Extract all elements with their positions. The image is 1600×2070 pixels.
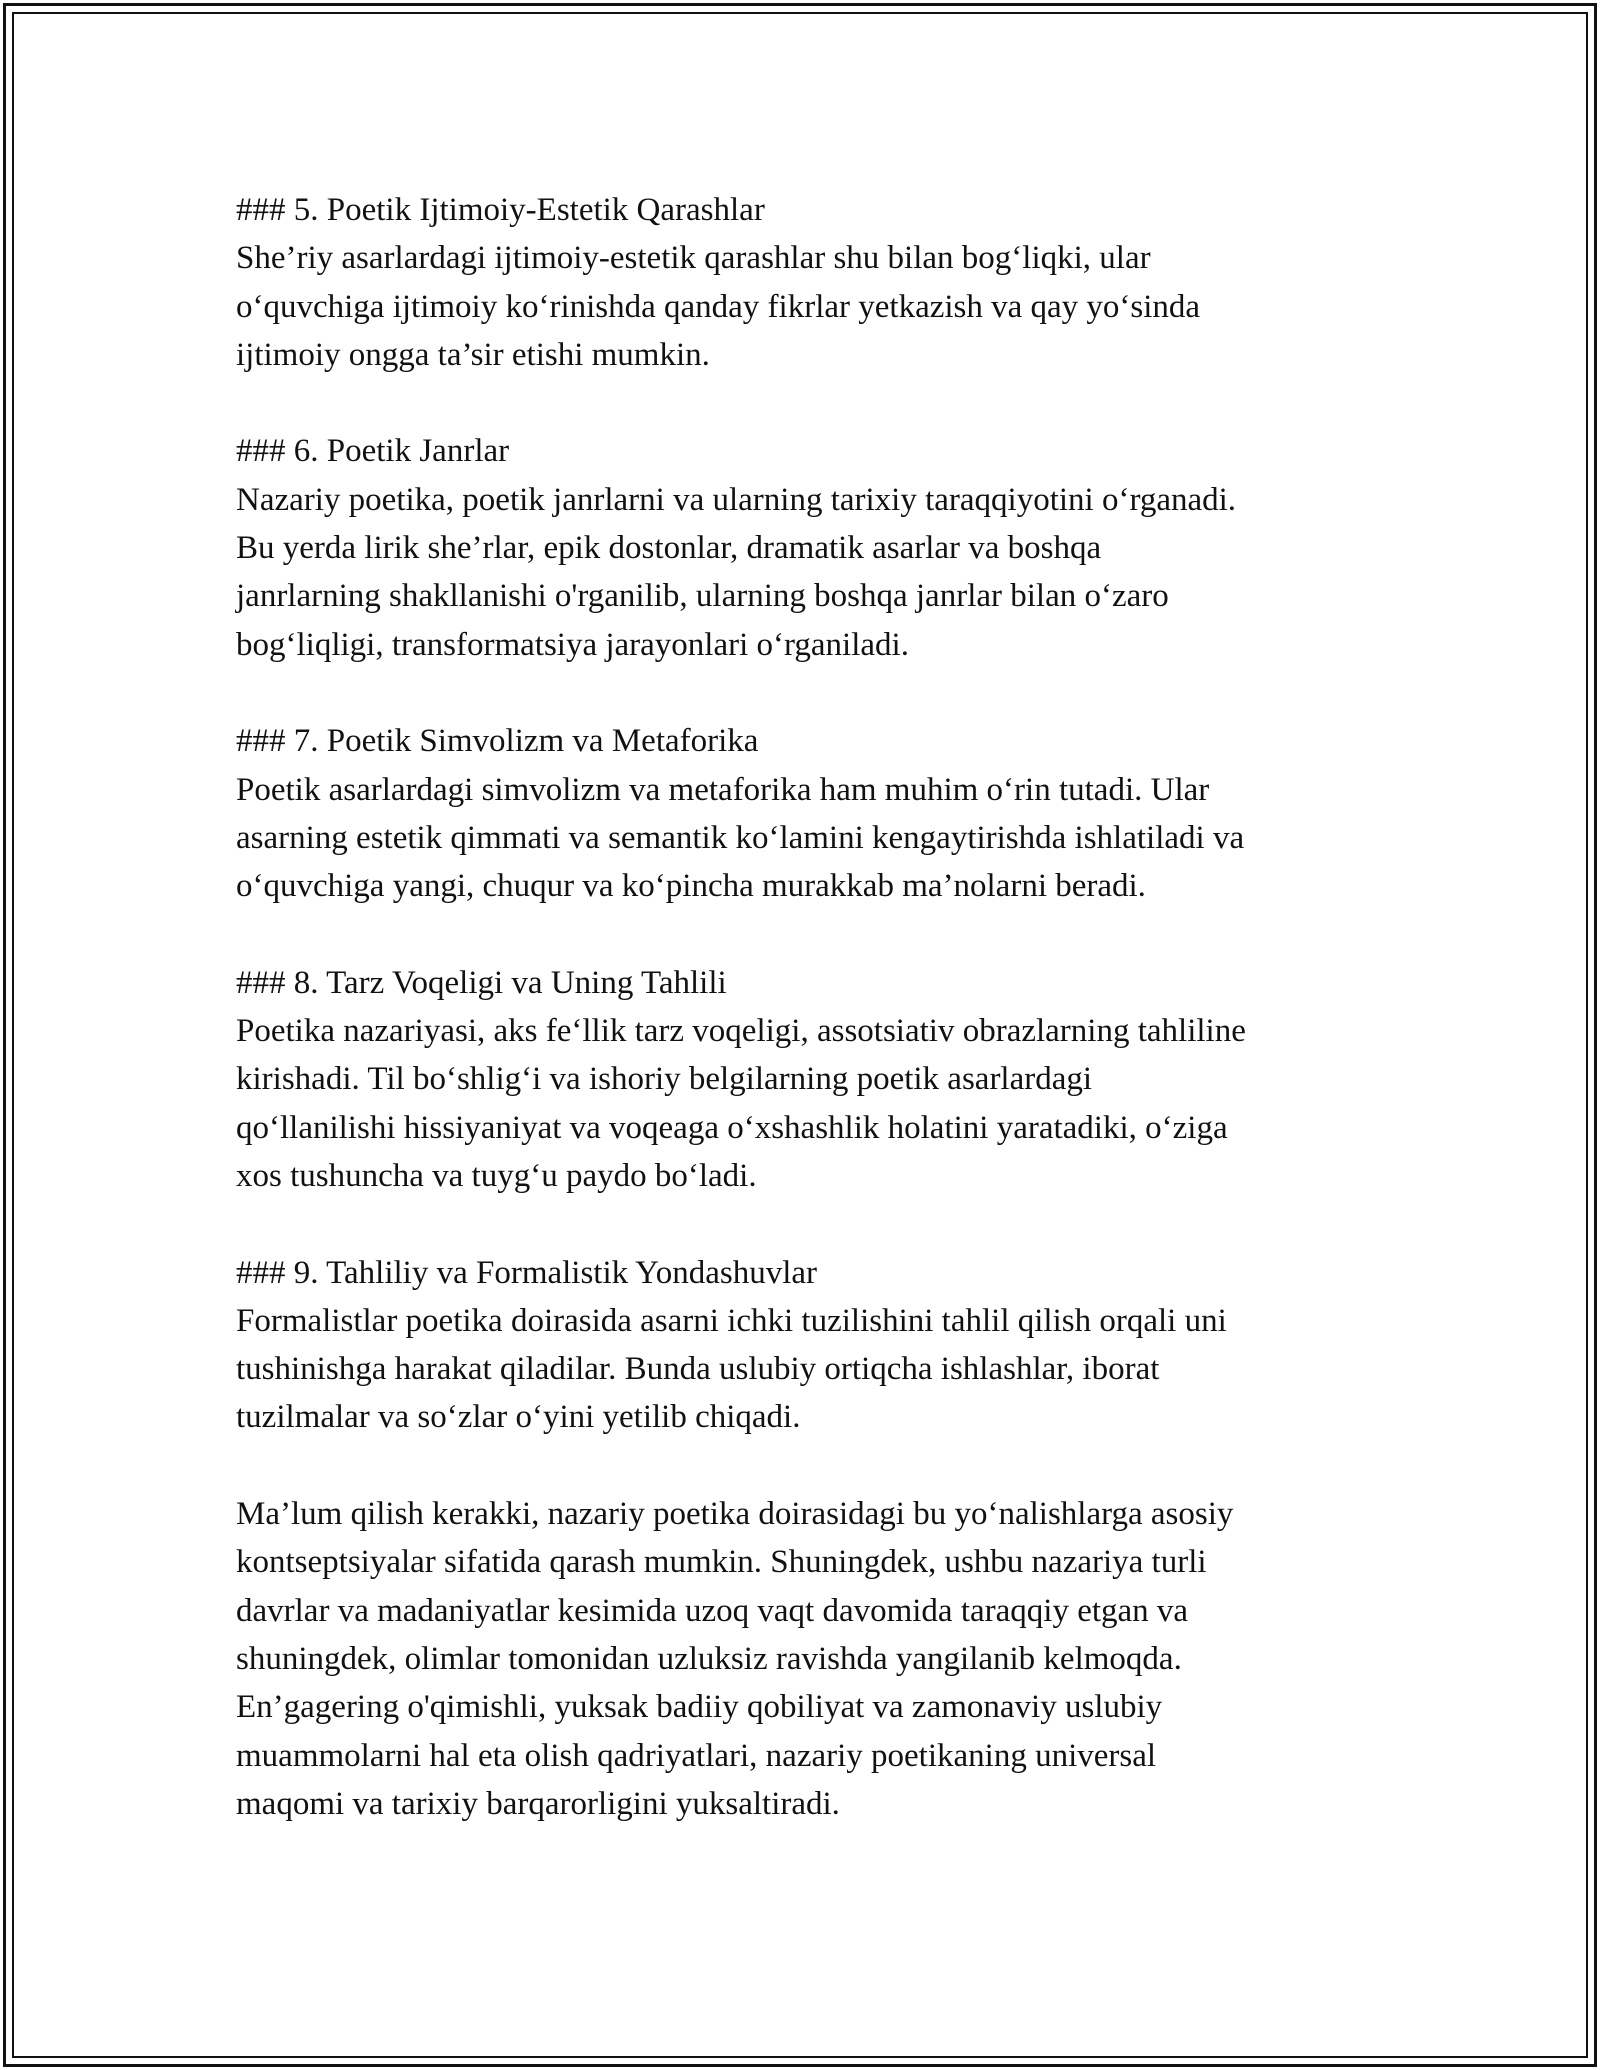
paragraph-line: tushinishga harakat qiladilar. Bunda uslubiy ortiqcha ishlashlar, iborat [236, 1351, 1160, 1388]
conclusion-paragraph [236, 1490, 1386, 1828]
section-5 [236, 186, 1386, 379]
paragraph-line: kontseptsiyalar sifatida qarash mumkin. Shuningdek, ushbu nazariya turli [236, 1544, 1207, 1581]
paragraph-line: shuningdek, olimlar tomonidan uzluksiz ravishda yangilanib kelmoqda. [236, 1640, 1182, 1677]
paragraph-line: Formalistlar poetika doirasida asarni ichki tuzilishini tahlil qilish orqali uni [236, 1302, 1227, 1339]
paragraph-line: xos tushuncha va tuyg‘u paydo bo‘ladi. [236, 1157, 757, 1194]
paragraph-line: tuzilmalar va so‘zlar o‘yini yetilib chiqadi. [236, 1399, 801, 1436]
paragraph-line: Poetik asarlardagi simvolizm va metaforika ham muhim o‘rin tutadi. Ular [236, 771, 1210, 808]
paragraph-line: bog‘liqligi, transformatsiya jarayonlari o‘rganiladi. [236, 626, 909, 663]
paragraph-line: She’riy asarlardagi ijtimoiy-estetik qarashlar shu bilan bog‘liqki, ular [236, 240, 1151, 277]
paragraph-line: kirishadi. Til bo‘shlig‘i va ishoriy belgilarning poetik asarlardagi [236, 1061, 1093, 1098]
paragraph-line: Ma’lum qilish kerakki, nazariy poetika doirasidagi bu yo‘nalishlarga asosiy [236, 1496, 1234, 1533]
paragraph-line: Nazariy poetika, poetik janrlarni va ularning tarixiy taraqqiyotini o‘rganadi. [236, 481, 1237, 518]
section-heading: ### 8. Tarz Voqeligi va Uning Tahlili [236, 964, 727, 1001]
section-7 [236, 717, 1386, 910]
paragraph-line: ijtimoiy ongga ta’sir etishi mumkin. [236, 336, 710, 373]
paragraph-line: En’gagering o'qimishli, yuksak badiiy qobiliyat va zamonaviy uslubiy [236, 1689, 1163, 1726]
section-heading: ### 6. Poetik Janrlar [236, 433, 510, 470]
paragraph-line: qo‘llanilishi hissiyaniyat va voqeaga o‘xshashlik holatini yaratadiki, o‘ziga [236, 1109, 1228, 1146]
paragraph-line: o‘quvchiga yangi, chuqur va ko‘pincha murakkab ma’nolarni beradi. [236, 868, 1146, 905]
section-6 [236, 427, 1386, 668]
paragraph-line: davrlar va madaniyatlar kesimida uzoq vaqt davomida taraqqiy etgan va [236, 1592, 1189, 1629]
document-body [236, 186, 1386, 1876]
section-heading: ### 9. Tahliliy va Formalistik Yondashuvlar [236, 1254, 817, 1291]
paragraph-line: janrlarning shakllanishi o'rganilib, ularning boshqa janrlar bilan o‘zaro [236, 578, 1169, 615]
paragraph-line: maqomi va tarixiy barqarorligini yuksaltiradi. [236, 1785, 840, 1822]
paragraph-line: Bu yerda lirik she’rlar, epik dostonlar, dramatik asarlar va boshqa [236, 530, 1102, 567]
paragraph-line: asarning estetik qimmati va semantik ko‘lamini kengaytirishda ishlatiladi va [236, 819, 1245, 856]
section-9 [236, 1249, 1386, 1442]
paragraph-line: o‘quvchiga ijtimoiy ko‘rinishda qanday fikrlar yetkazish va qay yo‘sinda [236, 288, 1201, 325]
section-8 [236, 959, 1386, 1200]
section-heading: ### 5. Poetik Ijtimoiy-Estetik Qarashlar [236, 192, 765, 228]
paragraph-line: Poetika nazariyasi, aks fe‘llik tarz voqeligi, assotsiativ obrazlarning tahliline [236, 1013, 1246, 1050]
section-heading: ### 7. Poetik Simvolizm va Metaforika [236, 723, 759, 760]
paragraph-line: muammolarni hal eta olish qadriyatlari, nazariy poetikaning universal [236, 1737, 1157, 1774]
